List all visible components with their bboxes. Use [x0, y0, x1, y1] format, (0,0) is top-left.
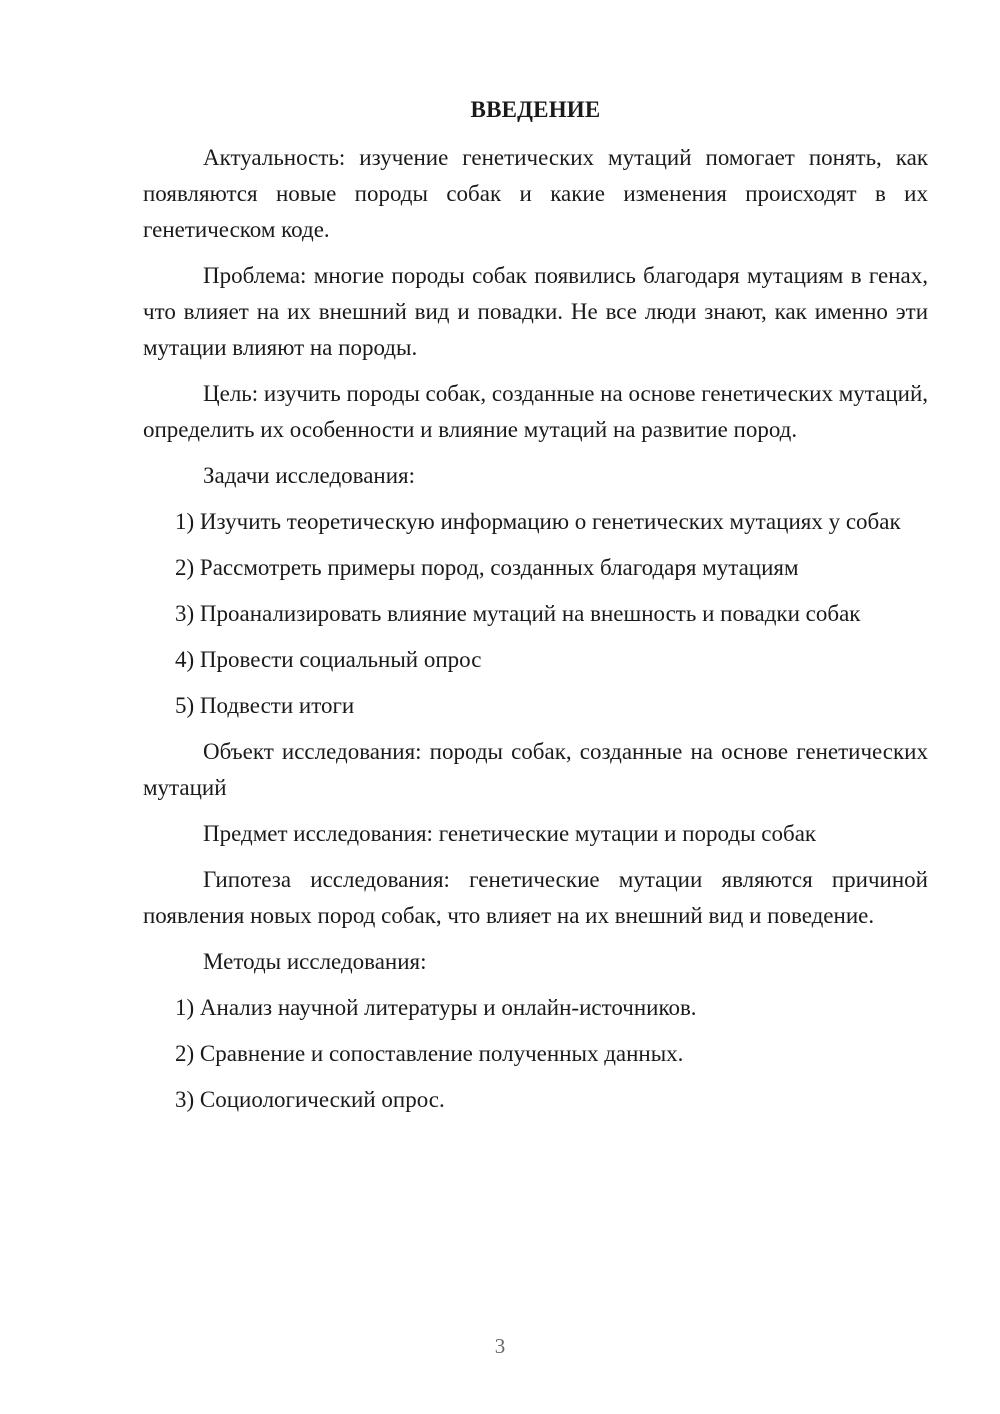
method-item-3: 3) Социологический опрос.: [175, 1087, 445, 1112]
task-item-5: 5) Подвести итоги: [175, 693, 355, 718]
page-title: ВВЕДЕНИЕ: [470, 97, 601, 122]
document-body: [143, 92, 928, 1128]
method-item-1: 1) Анализ научной литературы и онлайн-источников.: [175, 995, 697, 1020]
tasks-heading: Задачи исследования:: [203, 463, 416, 488]
task-item-2: 2) Рассмотреть примеры пород, созданных благодаря мутациям: [175, 555, 799, 580]
paragraph-object: Объект исследования: породы собак, созданные на основе генетических мутаций: [143, 739, 928, 800]
paragraph-goal: Цель: изучить породы собак, созданные на основе генетических мутаций, определить их особенности и влияние мутаций на развитие пород.: [143, 381, 928, 442]
task-item-3: 3) Проанализировать влияние мутаций на внешность и повадки собак: [175, 601, 861, 626]
methods-heading: Методы исследования:: [203, 949, 427, 974]
task-item-4: 4) Провести социальный опрос: [175, 647, 482, 672]
method-item-2: 2) Сравнение и сопоставление полученных данных.: [175, 1041, 684, 1066]
paragraph-hypothesis: Гипотеза исследования: генетические мутации являются причиной появления новых пород собак, что влияет на их внешний вид и поведение.: [143, 867, 928, 928]
paragraph-subject: Предмет исследования: генетические мутации и породы собак: [203, 821, 817, 846]
paragraph-problem: Проблема: многие породы собак появились благодаря мутациям в генах, что влияет на их внешний вид и повадки. Не все люди знают, как именно эти мутации влияют на породы.: [143, 263, 928, 360]
paragraph-relevance: Актуальность: изучение генетических мутаций помогает понять, как появляются новые породы собак и какие изменения происходят в их генетическом коде.: [143, 145, 928, 242]
task-item-1: 1) Изучить теоретическую информацию о генетических мутациях у собак: [175, 509, 901, 534]
page-number: 3: [494, 1334, 506, 1358]
